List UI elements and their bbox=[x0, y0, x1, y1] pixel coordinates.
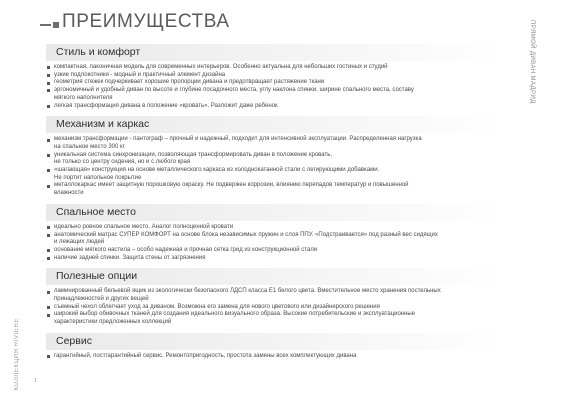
section-header bbox=[46, 116, 516, 134]
bullet-icon bbox=[47, 66, 50, 69]
list-item-text: металлокаркас имеет защитную порошковую окраску. Не подвержен коррозии, влиянию перепадов температур и повышенной влажности bbox=[54, 182, 409, 197]
list-item-text: уникальная система синхронизации, позволяющая трансформировать диван в положение кровать, не только со центру сидения, но и с любого края bbox=[54, 151, 333, 166]
list-item-text: ламинированный бельевой ящик из экологически безопасного ЛДСП класса Е1 белого цвета. Вместительное место хранения постельных принадлежностей и других вещей bbox=[54, 288, 441, 303]
list-item bbox=[46, 182, 516, 197]
section-title: Спальное место bbox=[56, 205, 136, 218]
section-list bbox=[46, 288, 516, 327]
bullet-icon bbox=[47, 154, 50, 157]
product-name-vertical: ПРЯМОЙ ДИВАН МАДРИД bbox=[529, 20, 535, 104]
bullet-icon bbox=[47, 314, 50, 317]
list-item-text: компактная, лаконичная модель для современных интерьеров. Особенно актуальна для небольших гостиных и студий bbox=[54, 64, 388, 70]
section-header-band bbox=[46, 333, 506, 350]
section-title: Механизм и каркас bbox=[56, 118, 150, 131]
section-list bbox=[46, 353, 516, 361]
list-item-text: основание мягкого настила – особо надежная и прочная сетка грид из конструкционной стали bbox=[54, 246, 318, 253]
bullet-icon bbox=[47, 257, 50, 260]
bullet-icon bbox=[47, 74, 50, 77]
collection-name-vertical: КОЛЛЕКЦИЯ RIVIERE bbox=[14, 317, 20, 390]
section-header bbox=[46, 268, 516, 286]
list-item bbox=[46, 247, 516, 255]
bullet-icon bbox=[47, 226, 50, 229]
bullet-icon bbox=[47, 169, 50, 172]
title-rule bbox=[40, 24, 51, 26]
list-item-text: широкий выбор обивочных тканей для создания идеального визуального образа. Высокие потребительские и эксплуатационные характеристики предложенных коллекций bbox=[54, 311, 416, 326]
section-header bbox=[46, 204, 516, 222]
list-item bbox=[46, 152, 516, 167]
bullet-icon bbox=[47, 89, 50, 92]
section-mechanism-frame bbox=[46, 116, 516, 198]
list-item bbox=[46, 103, 516, 111]
list-item-text: эргономичный и удобный диван по высоте и глубине посадочного места, углу наклона спинки, ширине спального места, составу мягкого наполнителя bbox=[54, 87, 414, 101]
list-item bbox=[46, 87, 516, 102]
page-number: 1 bbox=[34, 378, 37, 384]
section-list bbox=[46, 64, 516, 110]
section-useful-options bbox=[46, 268, 516, 327]
section-title: Стиль и комфорт bbox=[56, 46, 141, 58]
list-item bbox=[46, 72, 516, 80]
list-item bbox=[46, 311, 516, 326]
bullet-icon bbox=[47, 234, 50, 237]
section-service bbox=[46, 333, 516, 361]
list-item bbox=[46, 353, 516, 361]
section-list bbox=[46, 224, 516, 263]
list-item-text: идеально ровное спальное место. Аналог полноценной кровати bbox=[54, 223, 234, 230]
list-item-text: механизм трансформации - пантограф – прочный и надежный, подходит для интенсивной эксплуатации. Распределенная нагрузка на спальное место 300 кг bbox=[54, 136, 422, 150]
list-item-text: гарантийный, постгарантийный сервис. Ремонтопригодность, простота замены всех комплектующих дивана bbox=[54, 352, 357, 359]
section-header bbox=[46, 333, 516, 351]
section-title: Сервис bbox=[56, 334, 92, 347]
list-item bbox=[46, 224, 516, 232]
bullet-icon bbox=[47, 306, 50, 309]
list-item-text: анатомический матрас СУПЕР КОМФОРТ на основе блока независимых пружин и слоя ППУ. «Подстраивается» под разный вес сидящих и лежащих людей bbox=[54, 231, 438, 246]
bullet-icon bbox=[47, 139, 50, 142]
list-item bbox=[46, 136, 516, 151]
section-style-comfort bbox=[46, 44, 516, 110]
side-caption-right bbox=[529, 20, 541, 140]
list-item-text: наличие задней спинки. Защита стены от загрязнения bbox=[54, 254, 206, 261]
list-item bbox=[46, 79, 516, 87]
list-item bbox=[46, 167, 516, 182]
bullet-icon bbox=[47, 185, 50, 188]
section-title: Полезные опции bbox=[56, 270, 138, 283]
list-item-text: узкие подлокотники - модный и практичный элемент дизайна bbox=[54, 71, 226, 78]
list-item-text: съемный чехол облегчает уход за диваном. Возможна его замена для нового цветового или дизайнерского решения bbox=[54, 303, 380, 310]
page-title: ПРЕИМУЩЕСТВА bbox=[62, 11, 230, 32]
bullet-icon bbox=[47, 355, 50, 358]
bullet-icon bbox=[47, 105, 50, 108]
section-list bbox=[46, 136, 516, 198]
bullet-icon bbox=[47, 291, 50, 294]
side-caption-left bbox=[14, 300, 26, 390]
list-item bbox=[46, 232, 516, 247]
list-item-text: геометрия стежек подчеркивает хорошие пропорции дивана и предотвращает растяжение ткани bbox=[54, 79, 325, 86]
bullet-icon bbox=[47, 82, 50, 85]
list-item bbox=[46, 288, 516, 303]
advantages-sections bbox=[46, 44, 516, 367]
list-item bbox=[46, 64, 516, 72]
list-item-text: легкая трансформация дивана в положение «кровать». Разложит даже ребенок bbox=[54, 102, 278, 109]
bullet-icon bbox=[47, 249, 50, 252]
section-header bbox=[46, 44, 516, 62]
list-item-text: «шагающая» конструкция на основе металлического каркаса из холоднокатанной стали с легирующими добавками. Не портит напольное покрытие bbox=[54, 167, 380, 181]
section-sleeping-place bbox=[46, 204, 516, 263]
title-square-icon bbox=[53, 22, 59, 28]
list-item bbox=[46, 255, 516, 263]
